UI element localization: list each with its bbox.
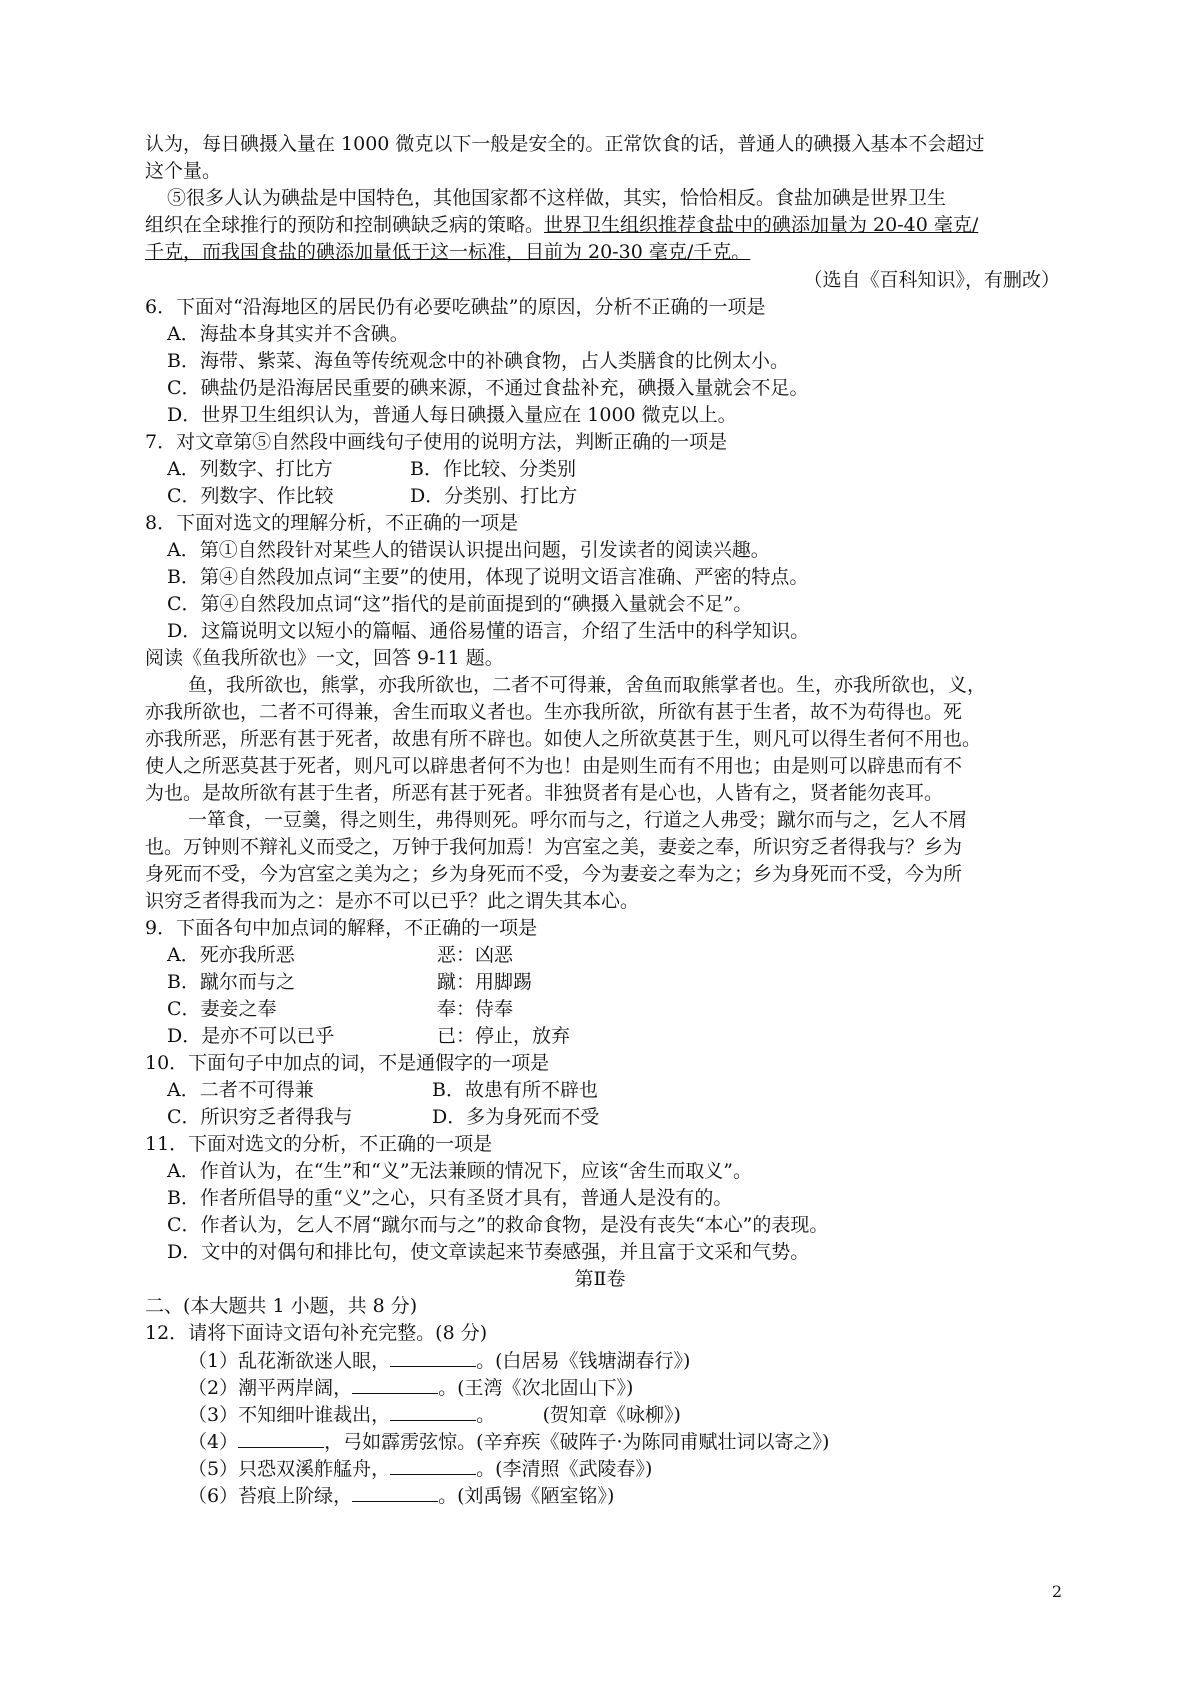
question-8-option-c: C．第④自然段加点词“这”指代的是前面提到的“碘摄入量就会不足”。 xyxy=(167,593,753,615)
question-6-option-b: B．海带、紫菜、海鱼等传统观念中的补碘食物，占人类膳食的比例太小。 xyxy=(167,350,789,372)
passage-p1-line: 为也。是故所欲有甚于生者，所恶有甚于死者。非独贤者有是心也，人皆有之，贤者能勿丧耳。 xyxy=(145,782,944,804)
question-9-gloss-b: 蹴：用脚踢 xyxy=(437,971,533,993)
question-7-option-b: B．作比较、分类别 xyxy=(410,458,576,480)
question-11-option-d: D．文中的对偶句和排比句，使文章读起来节奏感强，并且富于文采和气势。 xyxy=(167,1241,810,1263)
fill-item-prompt: （1）乱花渐欲迷人眼， xyxy=(188,1350,391,1372)
question-7-option-d: D．分类别、打比方 xyxy=(410,485,578,507)
question-10-stem: 10．下面句子中加点的词，不是通假字的一项是 xyxy=(145,1052,550,1074)
answer-blank[interactable] xyxy=(352,1482,438,1502)
question-6-option-a: A．海盐本身其实并不含碘。 xyxy=(167,323,409,345)
passage-p2-line: 身死而不受，今为宫室之美为之；乡为身死而不受，今为妻妾之奉为之；乡为身死而不受，今为所 xyxy=(145,863,963,885)
passage-p1-line: 亦我所恶，所恶有甚于死者，故患有所不辟也。如使人之所欲莫甚于生，则凡可以得生者何不用也。 xyxy=(145,728,982,750)
passage-p1-line: 鱼，我所欲也，熊掌，亦我所欲也，二者不可得兼，舍鱼而取熊掌者也。生，亦我所欲也，义， xyxy=(188,674,987,696)
section-2-heading: 二、(本大题共 1 小题，共 8 分) xyxy=(145,1295,418,1317)
answer-blank[interactable] xyxy=(390,1401,476,1421)
fill-item-source: 。 (贺知章《咏柳》) xyxy=(476,1404,681,1426)
question-9-gloss-c: 奉：侍奉 xyxy=(437,998,514,1020)
paragraph-5-line-1: ⑤很多人认为碘盐是中国特色，其他国家都不这样做，其实，恰恰相反。食盐加碘是世界卫生 xyxy=(167,187,947,209)
passage-p2-line: 也。万钟则不辩礼义而受之，万钟于我何加焉！为宫室之美，妻妾之奉，所识穷乏者得我与？乡为 xyxy=(145,836,963,858)
fill-item-5 xyxy=(188,1455,652,1483)
fill-item-1 xyxy=(188,1347,690,1375)
question-10-option-a: A．二者不可得兼 xyxy=(167,1079,314,1101)
intro-line-2: 这个量。 xyxy=(145,160,222,182)
fill-item-prompt: （3）不知细叶谁裁出， xyxy=(188,1404,391,1426)
question-9-option-c: C．妻妾之奉 xyxy=(167,998,277,1020)
part-2-heading: 第Ⅱ卷 xyxy=(574,1268,626,1290)
answer-blank[interactable] xyxy=(352,1374,438,1394)
question-9-option-d: D．是亦不可以已乎 xyxy=(167,1025,335,1047)
question-9-option-b: B．蹴尔而与之 xyxy=(167,971,295,993)
question-8-option-d: D．这篇说明文以短小的篇幅、通俗易懂的语言，介绍了生活中的科学知识。 xyxy=(167,620,810,642)
fill-item-prompt: （6）苔痕上阶绿， xyxy=(188,1485,353,1507)
underlined-sentence-part-2: 千克，而我国食盐的碘添加量低于这一标准，目前为 20-30 毫克/千克。 xyxy=(145,241,751,263)
question-10-option-d: D．多为身死而不受 xyxy=(432,1106,600,1128)
question-7-stem: 7．对文章第⑤自然段中画线句子使用的说明方法，判断正确的一项是 xyxy=(145,431,728,453)
fill-item-source: 。(刘禹锡《陋室铭》) xyxy=(438,1485,615,1507)
answer-blank[interactable] xyxy=(238,1428,324,1448)
question-9-stem: 9．下面各句中加点词的解释，不正确的一项是 xyxy=(145,917,538,939)
paragraph-5-plain: 组织在全球推行的预防和控制碘缺乏病的策略。 xyxy=(145,214,545,236)
reading-2-title: 阅读《鱼我所欲也》一文，回答 9-11 题。 xyxy=(145,647,504,669)
question-11-option-c: C．作者认为，乞人不屑“蹴尔而与之”的救命食物，是没有丧失“本心”的表现。 xyxy=(167,1214,829,1236)
fill-item-source: ，弓如霹雳弦惊。(辛弃疾《破阵子·为陈同甫赋壮词以寄之》) xyxy=(324,1431,830,1453)
question-11-stem: 11．下面对选文的分析，不正确的一项是 xyxy=(145,1133,493,1155)
question-6-option-d: D．世界卫生组织认为，普通人每日碘摄入量应在 1000 微克以上。 xyxy=(167,404,737,426)
fill-item-4 xyxy=(188,1428,829,1456)
question-6-option-c: C．碘盐仍是沿海居民重要的碘来源，不通过食盐补充，碘摄入量就会不足。 xyxy=(167,377,809,399)
intro-line-1: 认为，每日碘摄入量在 1000 微克以下一般是安全的。正常饮食的话，普通人的碘摄入基本不会超过 xyxy=(145,133,985,155)
paragraph-5-line-2 xyxy=(145,212,978,239)
question-7-option-a: A．列数字、打比方 xyxy=(167,458,333,480)
question-11-option-b: B．作者所倡导的重“义”之心，只有圣贤才具有，普通人是没有的。 xyxy=(167,1187,733,1209)
underlined-sentence-part-1: 世界卫生组织推荐食盐中的碘添加量为 20-40 毫克/ xyxy=(544,214,979,236)
question-9-gloss-d: 已：停止，放弃 xyxy=(437,1025,571,1047)
question-9-option-a: A．死亦我所恶 xyxy=(167,944,295,966)
source-note: （选自《百科知识》，有删改） xyxy=(803,269,1060,291)
page-number: 2 xyxy=(1051,1582,1062,1601)
answer-blank[interactable] xyxy=(390,1347,476,1367)
question-8-option-b: B．第④自然段加点词“主要”的使用，体现了说明文语言准确、严密的特点。 xyxy=(167,566,809,588)
fill-item-3 xyxy=(188,1401,681,1429)
question-8-stem: 8．下面对选文的理解分析，不正确的一项是 xyxy=(145,512,519,534)
fill-item-6 xyxy=(188,1482,614,1510)
question-8-option-a: A．第①自然段针对某些人的错误认识提出问题，引发读者的阅读兴趣。 xyxy=(167,539,770,561)
fill-item-source: 。(王湾《次北固山下》) xyxy=(438,1377,634,1399)
question-7-option-c: C．列数字、作比较 xyxy=(167,485,334,507)
passage-p2-line: 识穷乏者得我而为之：是亦不可以已乎？此之谓失其本心。 xyxy=(145,890,640,912)
fill-item-prompt: （5）只恐双溪舴艋舟， xyxy=(188,1458,391,1480)
fill-item-2 xyxy=(188,1374,633,1402)
answer-blank[interactable] xyxy=(390,1455,476,1475)
fill-item-source: 。(李清照《武陵春》) xyxy=(476,1458,653,1480)
question-10-option-c: C．所识穷乏者得我与 xyxy=(167,1106,353,1128)
passage-p1-line: 亦我所欲也，二者不可得兼，舍生而取义者也。生亦我所欲，所欲有甚于生者，故不为苟得也。死 xyxy=(145,701,963,723)
question-6-stem: 6．下面对“沿海地区的居民仍有必要吃碘盐”的原因，分析不正确的一项是 xyxy=(145,296,766,318)
question-12-stem: 12．请将下面诗文语句补充完整。(8 分) xyxy=(145,1322,488,1344)
fill-item-prompt: （2）潮平两岸阔， xyxy=(188,1377,353,1399)
question-10-option-b: B．故患有所不辟也 xyxy=(432,1079,598,1101)
passage-p1-line: 使人之所恶莫甚于死者，则凡可以辟患者何不为也！由是则生而有不用也；由是则可以辟患而有不 xyxy=(145,755,963,777)
question-11-option-a: A．作首认为，在“生”和“义”无法兼顾的情况下，应该“舍生而取义”。 xyxy=(167,1160,753,1182)
fill-item-source: 。(白居易《钱塘湖春行》) xyxy=(476,1350,691,1372)
question-9-gloss-a: 恶：凶恶 xyxy=(437,944,514,966)
passage-p2-line: 一箪食，一豆羹，得之则生，弗得则死。呼尔而与之，行道之人弗受；蹴尔而与之，乞人不屑 xyxy=(188,809,968,831)
fill-item-prompt: （4） xyxy=(188,1431,239,1453)
